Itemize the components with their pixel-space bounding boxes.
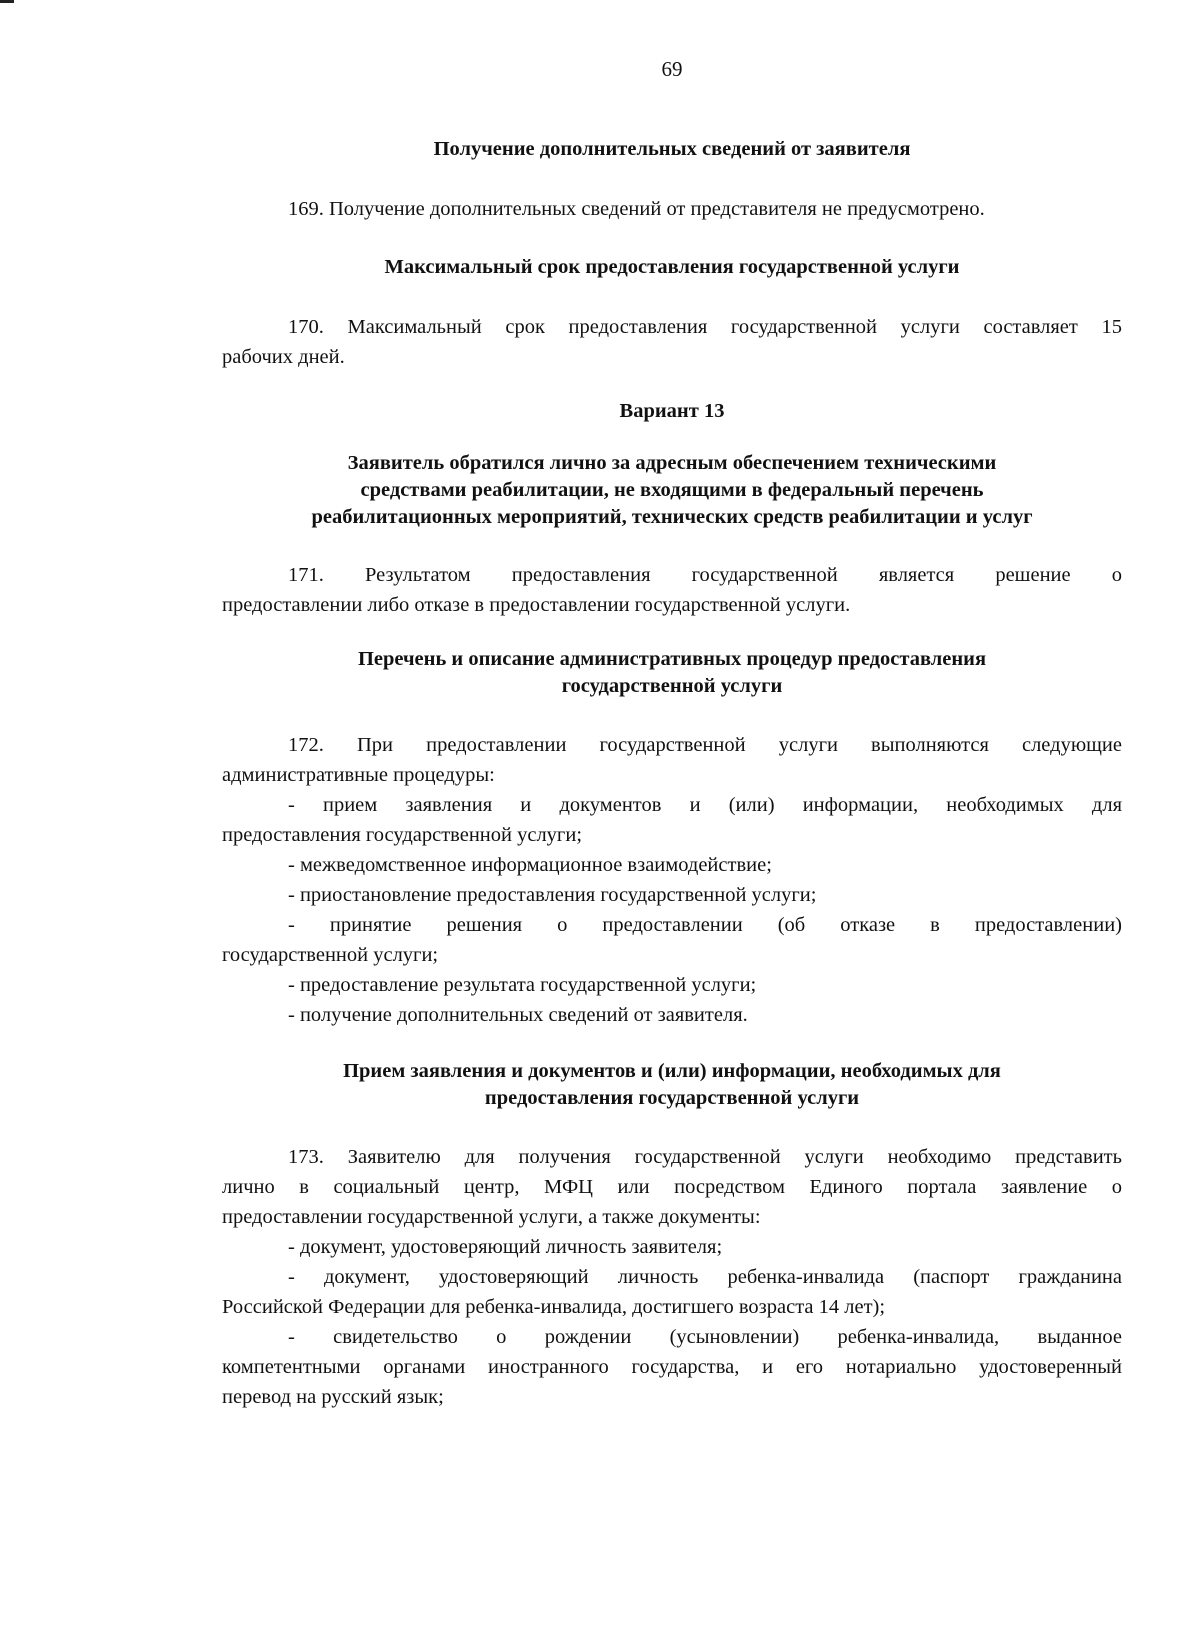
heading-applicant-variant-line-3: реабилитационных мероприятий, технических средств реабилитации и услуг: [311, 506, 1033, 528]
paragraph-170-line-1: 170. Максимальный срок предоставления государственной услуги составляет 15: [288, 316, 1122, 338]
document-item-2-line-1: - документ, удостоверяющий личность ребенка-инвалида (паспорт гражданина: [288, 1266, 1122, 1288]
page-number: 69: [661, 57, 683, 81]
list-item-1-line-1: - прием заявления и документов и (или) информации, необходимых для: [288, 794, 1122, 816]
document-item-2-line-2: Российской Федерации для ребенка-инвалида, достигшего возраста 14 лет);: [222, 1296, 886, 1318]
paragraph-173-line-1: 173. Заявителю для получения государственной услуги необходимо представить: [288, 1146, 1122, 1168]
heading-procedures: [252, 646, 1092, 700]
paragraph-173-line-2: лично в социальный центр, МФЦ или посредством Единого портала заявление о: [222, 1176, 1122, 1198]
paragraph-172: [222, 730, 1122, 1030]
heading-applicant-variant-line-2: средствами реабилитации, не входящими в федеральный перечень: [360, 479, 984, 501]
heading-max-term: Максимальный срок предоставления государственной услуги: [384, 256, 960, 278]
heading-application-intake-line-2: предоставления государственной услуги: [484, 1087, 860, 1109]
paragraph-171: [222, 560, 1122, 620]
scan-corner-mark: [0, 0, 14, 3]
heading-applicant-variant-line-1: Заявитель обратился лично за адресным обеспечением техническими: [347, 452, 997, 474]
heading-application-intake-line-1: Прием заявления и документов и (или) информации, необходимых для: [343, 1060, 1001, 1082]
heading-procedures-line-1: Перечень и описание административных процедур предоставления: [357, 648, 987, 670]
paragraph-173: [222, 1142, 1122, 1412]
paragraph-173-line-3: предоставлении государственной услуги, а также документы:: [222, 1206, 761, 1228]
heading-additional-info: Получение дополнительных сведений от заявителя: [433, 138, 911, 160]
list-item-2: - межведомственное информационное взаимодействие;: [288, 854, 772, 876]
document-item-3-line-3: перевод на русский язык;: [222, 1386, 444, 1408]
document-item-3-line-1: - свидетельство о рождении (усыновлении) ребенка-инвалида, выданное: [288, 1326, 1122, 1348]
heading-applicant-variant: [252, 450, 1092, 531]
paragraph-171-line-2: предоставлении либо отказе в предоставлении государственной услуги.: [222, 594, 851, 616]
paragraph-172-line-1: 172. При предоставлении государственной услуги выполняются следующие: [288, 734, 1122, 756]
list-item-4-line-1: - принятие решения о предоставлении (об отказе в предоставлении): [288, 914, 1122, 936]
heading-variant: Вариант 13: [619, 400, 725, 422]
paragraph-169: [222, 194, 1122, 224]
list-item-3: - приостановление предоставления государственной услуги;: [288, 884, 817, 906]
heading-procedures-line-2: государственной услуги: [561, 675, 783, 697]
list-item-5: - предоставление результата государственной услуги;: [288, 974, 757, 996]
document-item-1: - документ, удостоверяющий личность заявителя;: [288, 1236, 723, 1258]
list-item-4-line-2: государственной услуги;: [222, 944, 439, 966]
heading-application-intake: [252, 1058, 1092, 1112]
paragraph-172-line-2: административные процедуры:: [222, 764, 495, 786]
paragraph-170-line-2: рабочих дней.: [222, 346, 345, 368]
list-item-6: - получение дополнительных сведений от заявителя.: [288, 1004, 748, 1026]
paragraph-171-line-1: 171. Результатом предоставления государственной является решение о: [288, 564, 1122, 586]
document-item-3-line-2: компетентными органами иностранного государства, и его нотариально удостоверенный: [222, 1356, 1122, 1378]
list-item-1-line-2: предоставления государственной услуги;: [222, 824, 583, 846]
paragraph-170: [222, 312, 1122, 372]
paragraph-169-line: 169. Получение дополнительных сведений от представителя не предусмотрено.: [288, 198, 985, 220]
